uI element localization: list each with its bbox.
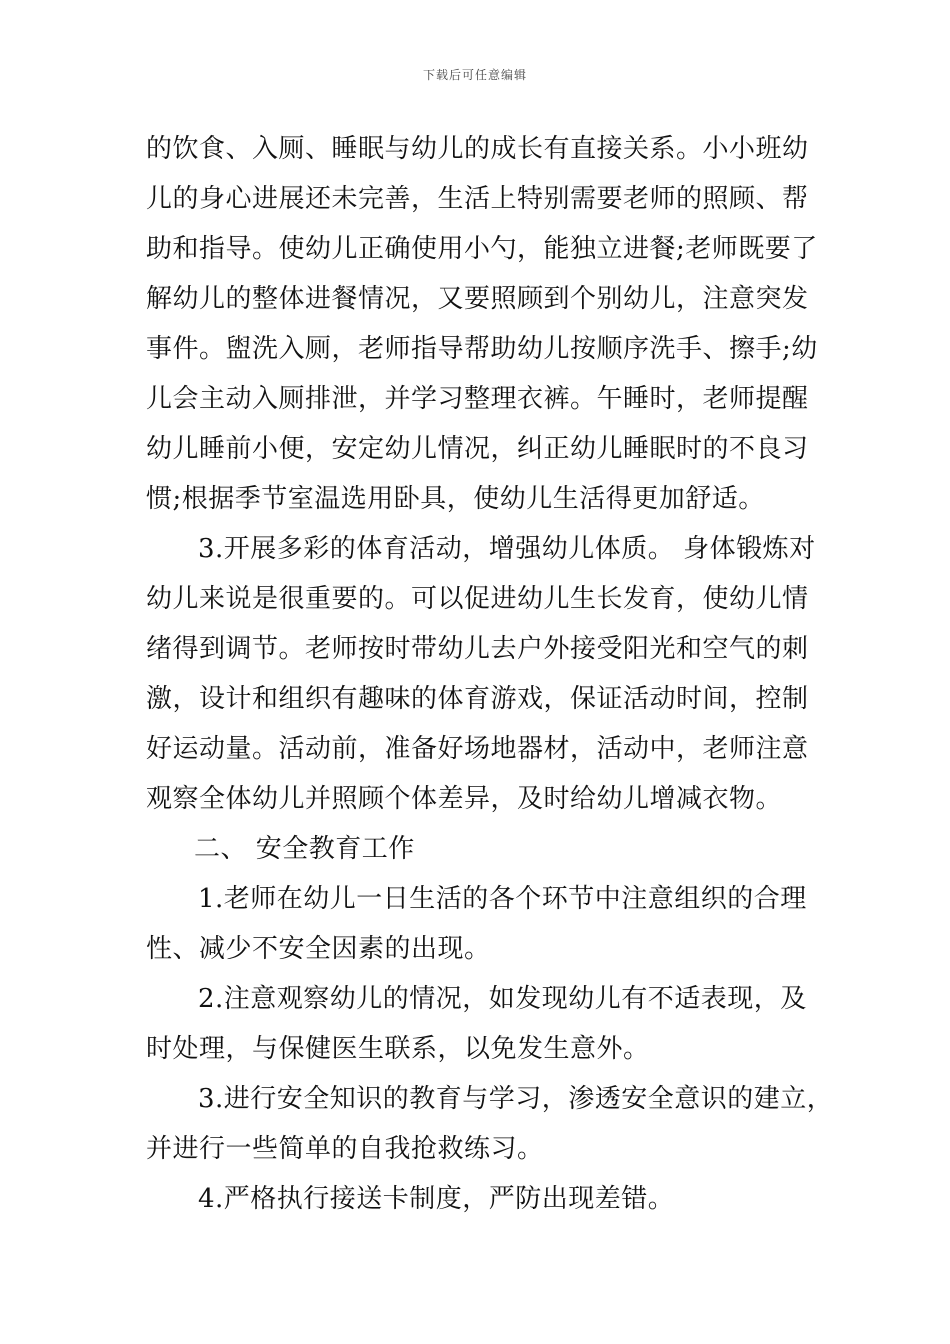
text-line: 性、减少不安全因素的出现。 (146, 934, 491, 964)
section-heading: 二、 安全教育工作 (194, 834, 415, 864)
paragraph-start-line: 3.进行安全知识的教育与学习，渗透安全意识的建立， (198, 1084, 834, 1114)
text-line: 解幼儿的整体进餐情况，又要照顾到个别幼儿，注意突发 (146, 284, 809, 314)
body-text (146, 124, 834, 1224)
text-line: 儿会主动入厕排泄，并学习整理衣裤。午睡时，老师提醒 (146, 384, 809, 414)
text-line: 并进行一些简单的自我抢救练习。 (146, 1134, 544, 1164)
paragraph-start-line: 4.严格执行接送卡制度，严防出现差错。 (198, 1184, 675, 1214)
text-line: 幼儿来说是很重要的。可以促进幼儿生长发育，使幼儿情 (146, 584, 809, 614)
paragraph-start-line: 2.注意观察幼儿的情况，如发现幼儿有不适表现，及 (198, 984, 807, 1014)
text-line: 事件。盥洗入厕，老师指导帮助幼儿按顺序洗手、擦手;幼 (146, 334, 818, 364)
text-line: 的饮食、入厕、睡眠与幼儿的成长有直接关系。小小班幼 (146, 134, 809, 164)
text-line: 幼儿睡前小便，安定幼儿情况，纠正幼儿睡眠时的不良习 (146, 434, 809, 464)
paragraph-start-line: 1.老师在幼儿一日生活的各个环节中注意组织的合理 (198, 884, 807, 914)
text-line: 儿的身心进展还未完善，生活上特别需要老师的照顾、帮 (146, 184, 809, 214)
text-line: 观察全体幼儿并照顾个体差异，及时给幼儿增减衣物。 (146, 784, 783, 814)
text-line: 好运动量。活动前，准备好场地器材，活动中，老师注意 (146, 734, 809, 764)
text-line: 激，设计和组织有趣味的体育游戏，保证活动时间，控制 (146, 684, 809, 714)
paragraph-start-line: 3.开展多彩的体育活动，增强幼儿体质。 身体锻炼对 (198, 534, 816, 564)
text-line: 惯;根据季节室温选用卧具，使幼儿生活得更加舒适。 (146, 484, 765, 514)
text-line: 绪得到调节。老师按时带幼儿去户外接受阳光和空气的刺 (146, 634, 809, 664)
text-line: 助和指导。使幼儿正确使用小勺，能独立进餐;老师既要了 (146, 234, 818, 264)
header-note: 下载后可任意编辑 (422, 68, 527, 82)
text-line: 时处理，与保健医生联系，以免发生意外。 (146, 1034, 650, 1064)
